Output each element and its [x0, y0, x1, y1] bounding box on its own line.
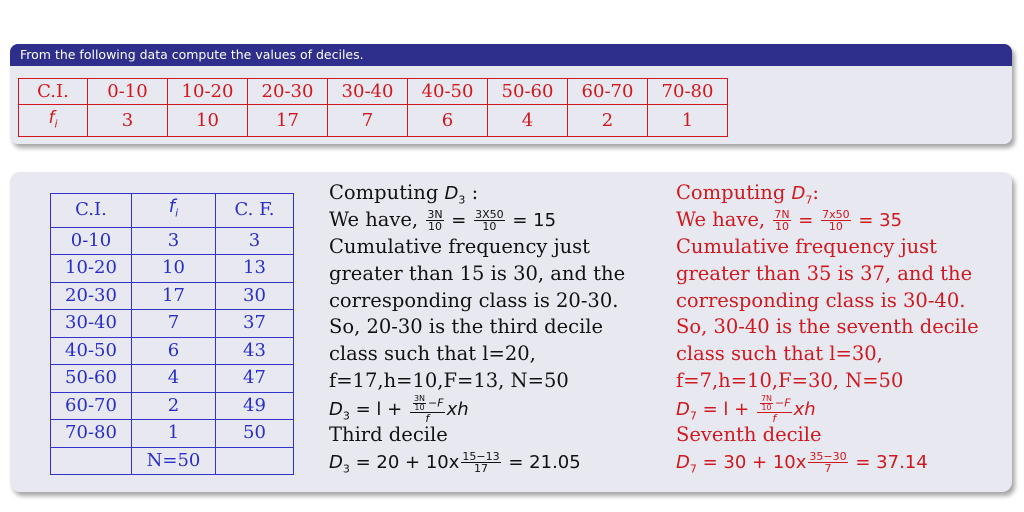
table-header-row	[51, 194, 294, 228]
table-cell: 10	[168, 105, 248, 137]
d3-final: $D_3 = 20 + 10x$ $\frac{15-13}{17}$ = 21.05	[329, 450, 581, 476]
d7-heading: Computing $D_7$:	[676, 181, 819, 207]
table-cell: 0-10	[88, 79, 168, 105]
cell-fi: 4	[132, 365, 216, 393]
d7-final: $D_7 = 30 + 10x$ $\frac{35-30}{7}$ = 37.14	[676, 450, 928, 476]
cell-fi: 17	[132, 282, 216, 310]
table-cell: 3	[88, 105, 168, 137]
table-cell: 7	[328, 105, 408, 137]
cell-ci: 70-80	[51, 420, 132, 448]
cell-ci: 60-70	[51, 392, 132, 420]
table-cell: 50-60	[488, 79, 568, 105]
cell-fi: 6	[132, 337, 216, 365]
table-row	[51, 365, 294, 393]
cell-ci: 0-10	[51, 227, 132, 255]
table-cell: 20-30	[248, 79, 328, 105]
cell-cf: 30	[216, 282, 294, 310]
fi-subscript: i	[175, 206, 179, 220]
cell-fi: 2	[132, 392, 216, 420]
frequency-table	[18, 78, 728, 137]
cell-fi: 3	[132, 227, 216, 255]
solution-block	[10, 172, 1012, 492]
table-cell: 10-20	[168, 79, 248, 105]
cell-ci: 20-30	[51, 282, 132, 310]
cell-ci: 10-20	[51, 255, 132, 283]
fi-label	[19, 105, 88, 137]
total-n: N=50	[132, 447, 216, 475]
cell-ci: 40-50	[51, 337, 132, 365]
cell-ci: 50-60	[51, 365, 132, 393]
table-cell: 17	[248, 105, 328, 137]
table-row	[51, 392, 294, 420]
cell-cf: 50	[216, 420, 294, 448]
cell-fi: 1	[132, 420, 216, 448]
fi-subscript: i	[54, 117, 58, 131]
table-row	[51, 420, 294, 448]
cell-empty	[216, 447, 294, 475]
cell-cf: 37	[216, 310, 294, 338]
problem-title: From the following data compute the values of deciles.	[10, 44, 1012, 66]
total-row	[51, 447, 294, 475]
d3-heading: Computing $D_3$ :	[329, 181, 479, 207]
table-row	[51, 337, 294, 365]
header-ci: C.I.	[51, 194, 132, 228]
table-cell: 2	[568, 105, 648, 137]
cell-cf: 3	[216, 227, 294, 255]
cell-cf: 43	[216, 337, 294, 365]
d3-text-line: greater than 15 is 30, and the	[329, 261, 626, 285]
table-cell: 60-70	[568, 79, 648, 105]
fi-symbol: f	[48, 108, 55, 128]
d7-text-line: So, 30-40 is the seventh decile	[676, 315, 979, 339]
header-fi	[132, 194, 216, 228]
d7-text-line: greater than 35 is 37, and the	[676, 261, 973, 285]
cell-cf: 13	[216, 255, 294, 283]
d3-we-have: We have, $\frac{3N}{10}$ = $\frac{3X50}{10}$ = 15	[329, 207, 557, 234]
d7-label: Seventh decile	[676, 423, 822, 447]
d7-we-have: We have, $\frac{7N}{10}$ = $\frac{7x50}{10}$ = 35	[676, 207, 903, 234]
d7-text-line: Cumulative frequency just	[676, 234, 938, 258]
header-cf: C. F.	[216, 194, 294, 228]
cell-empty	[51, 447, 132, 475]
d7-text-line: class such that l=30,	[676, 342, 883, 366]
table-cell: 1	[648, 105, 728, 137]
third-decile-solution	[329, 180, 649, 476]
table-cell: 70-80	[648, 79, 728, 105]
seventh-decile-solution	[676, 180, 1006, 476]
table-row	[51, 227, 294, 255]
problem-block	[10, 44, 1012, 144]
cell-cf: 49	[216, 392, 294, 420]
table-cell: 4	[488, 105, 568, 137]
d3-text-line: f=17,h=10,F=13, N=50	[329, 369, 569, 393]
frequency-row	[19, 105, 728, 137]
cell-fi: 10	[132, 255, 216, 283]
d3-text-line: class such that l=20,	[329, 342, 536, 366]
ci-label: C.I.	[19, 79, 88, 105]
table-cell: 6	[408, 105, 488, 137]
d3-text-line: So, 20-30 is the third decile	[329, 315, 604, 339]
d3-formula: $D_3 = l$ + $\frac{3N}{10}$ −F f xh	[329, 394, 469, 426]
d7-text-line: f=7,h=10,F=30, N=50	[676, 369, 904, 393]
cell-ci: 30-40	[51, 310, 132, 338]
table-cell: 40-50	[408, 79, 488, 105]
d3-text-line: corresponding class is 20-30.	[329, 288, 619, 312]
cell-fi: 7	[132, 310, 216, 338]
d7-formula: $D_7 = l$ + $\frac{7N}{10}$ −F f xh	[676, 394, 816, 426]
d3-text-line: Cumulative frequency just	[329, 234, 591, 258]
cell-cf: 47	[216, 365, 294, 393]
cumulative-frequency-table	[50, 193, 294, 475]
table-cell: 30-40	[328, 79, 408, 105]
d7-text-line: corresponding class is 30-40.	[676, 288, 966, 312]
table-row	[51, 282, 294, 310]
d3-label: Third decile	[329, 423, 448, 447]
table-row	[51, 310, 294, 338]
table-row	[51, 255, 294, 283]
class-interval-row	[19, 79, 728, 105]
fi-symbol: f	[168, 196, 176, 217]
